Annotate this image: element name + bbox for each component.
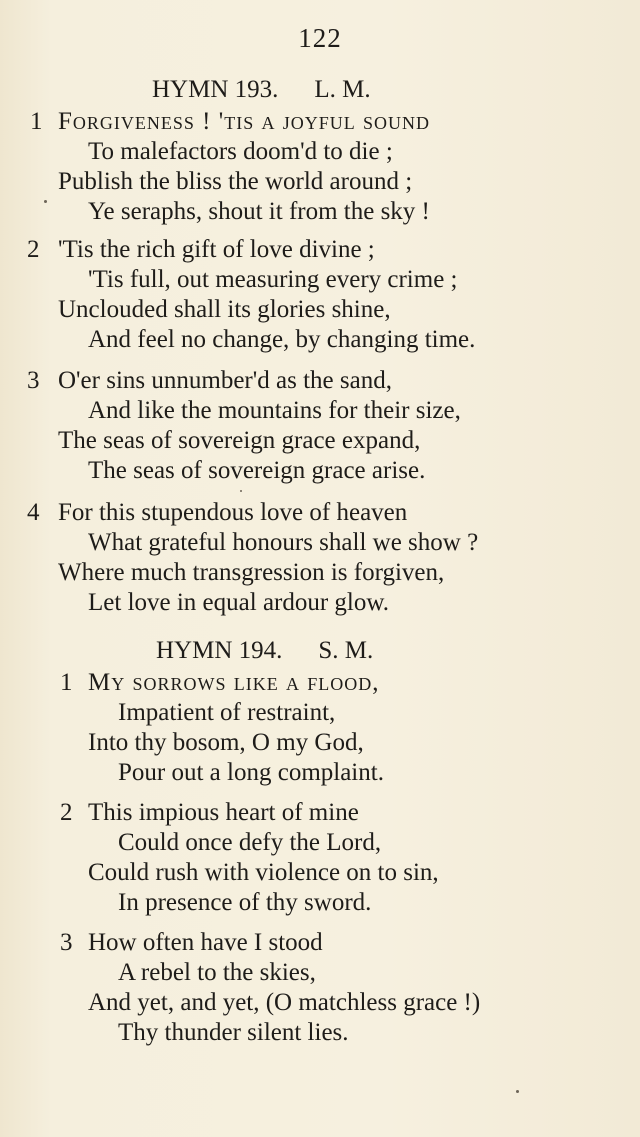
verse-line <box>58 107 430 137</box>
verse-line: Unclouded shall its glories shine, <box>58 296 391 323</box>
ink-speck <box>44 200 47 203</box>
verse-line: 'Tis the rich gift of love divine ; <box>58 236 375 263</box>
verse-line: The seas of sovereign grace arise. <box>88 457 426 484</box>
verse-line: And yet, and yet, (O matchless grace !) <box>88 989 481 1016</box>
verse-line: 'Tis full, out measuring every crime ; <box>88 266 458 293</box>
hymn-193-meter: L. M. <box>314 76 371 103</box>
verse-line: Let love in equal ardour glow. <box>88 589 390 616</box>
verse-line: Pour out a long complaint. <box>118 759 384 786</box>
stanza-number: 2 <box>27 236 40 263</box>
verse-line: Thy thunder silent lies. <box>118 1019 349 1046</box>
verse-line: To malefactors doom'd to die ; <box>88 138 393 165</box>
verse-line: A rebel to the skies, <box>118 959 316 986</box>
verse-line: O'er sins unnumber'd as the sand, <box>58 367 392 394</box>
verse-line: How often have I stood <box>88 929 323 956</box>
verse-line: Into thy bosom, O my God, <box>88 729 364 756</box>
stanza-number: 1 <box>60 669 73 696</box>
stanza-number: 1 <box>30 108 43 135</box>
verse-line: What grateful honours shall we show ? <box>88 529 479 556</box>
verse-line: The seas of sovereign grace expand, <box>58 427 421 454</box>
stanza-number: 2 <box>60 799 73 826</box>
stanza-number: 3 <box>60 929 73 956</box>
verse-line: Could once defy the Lord, <box>118 829 382 856</box>
hymn-194-meter: S. M. <box>318 637 374 664</box>
verse-line: And feel no change, by changing time. <box>88 326 476 353</box>
page-number: 122 <box>298 23 342 53</box>
verse-line: In presence of thy sword. <box>118 889 372 916</box>
verse-line-text: Forgiveness ! 'tis a joyful sound <box>58 108 431 135</box>
stanza-number: 4 <box>27 499 40 526</box>
hymn-194-heading <box>156 636 373 666</box>
ink-speck <box>240 490 242 492</box>
stanza-number: 3 <box>27 367 40 394</box>
verse-line <box>88 668 379 698</box>
verse-line: For this stupendous love of heaven <box>58 499 408 526</box>
verse-line: Ye seraphs, shout it from the sky ! <box>88 198 430 225</box>
verse-line: Where much transgression is forgiven, <box>58 559 445 586</box>
verse-line: Publish the bliss the world around ; <box>58 168 413 195</box>
verse-line: Impatient of restraint, <box>118 699 336 726</box>
verse-line: Could rush with violence on to sin, <box>88 859 439 886</box>
hymn-193-heading <box>152 75 371 105</box>
ink-speck <box>516 1090 519 1093</box>
hymn-194-title: HYMN 194. <box>156 637 283 664</box>
verse-line: This impious heart of mine <box>88 799 359 826</box>
verse-line: And like the mountains for their size, <box>88 397 461 424</box>
hymn-193-title: HYMN 193. <box>152 76 279 103</box>
verse-line-text: My sorrows like a flood, <box>88 669 380 696</box>
